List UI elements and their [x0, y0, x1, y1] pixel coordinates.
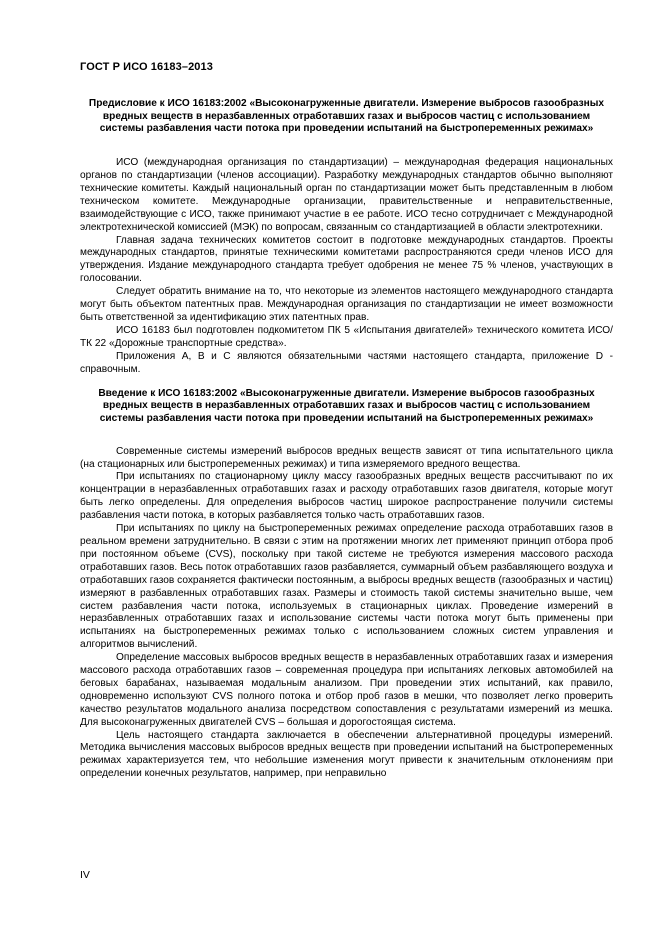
standard-id: ГОСТ Р ИСО 16183–2013 [80, 61, 213, 73]
introduction-title: Введение к ИСО 16183:2002 «Высоконагруженные двигатели. Измерение выбросов газообразных вредных веществ в неразбавленных отработавших газах и выбросов частиц с использованием системы разбавления части потока при проведении испытаний на быстропеременных режимах» [98, 387, 595, 424]
preface-paragraph: ИСО 16183 был подготовлен подкомитетом ПК 5 «Испытания двигателей» технического комитета ИСО/ТК 22 «Дорожные транспортные средства». [80, 324, 613, 349]
preface-paragraph: ИСО (международная организация по стандартизации) – международная федерация национальных органов по стандартизации (членов ассоциации). Разработку международных стандартов обычно выполняют технические комитеты. Каждый национальный орган по стандартизации может быть представленным в любом техническом комитете. Международные организации, правительственные и неправительственные, взаимодействующие с ИСО, также принимают участие в ее работе. ИСО тесно сотрудничает с Международной электротехнической комиссией (МЭК) по вопросам, связанным со стандартизацией в области электротехники. [80, 157, 613, 233]
preface-paragraph: Следует обратить внимание на то, что некоторые из элементов настоящего международного стандарта могут быть объектом патентных прав. Международная организация по стандартизации не имеет возможности быть ответственной за идентификацию этих патентных прав. [80, 286, 613, 323]
introduction-paragraph: Цель настоящего стандарта заключается в обеспечении альтернативной процедуры измерений. Методика вычисления массовых выбросов вредных веществ при проведении испытаний на быстропеременных режимах характеризуется тем, что небольшие изменения могут привести к значительным отклонениям при определении конечных результатов, например, при неправильно [80, 729, 613, 780]
document-header [80, 61, 213, 73]
introduction-paragraph: При испытаниях по циклу на быстропеременных режимах определение расхода отработавших газов в реальном времени затруднительно. В связи с этим на протяжении многих лет применяют принцип отбора проб при постоянном объеме (CVS), поскольку при такой системе не требуются измерения массового расхода отработавших газов. Весь поток отработавших газов разбавляется, суммарный объем разбавляющего воздуха и отработавших газов сохраняется фактически постоянным, а выбросы вредных веществ (газообразных и частиц) измеряют в разбавленных отработавших газах. Размеры и стоимость такой системы значительно выше, чем систем разбавления части потока, используемых в стационарных циклах. Проведение измерений в неразбавленных отработавших газах и использование системы части потока могут быть применены при испытаниях на быстропеременных режимах только с использованием сложных систем управления и алгоритмов вычислений. [80, 523, 613, 651]
introduction-paragraph: Определение массовых выбросов вредных веществ в неразбавленных отработавших газах и измерения массового расхода отработавших газов – современная процедура при испытаниях легковых автомобилей на беговых барабанах, называемая модальным анализом. При проведении этих испытаний, как правило, одновременно используют CVS полного потока и отбор проб газов в мешки, что позволяет легко проверить качество результатов модального анализа посредством сопоставления с результатами измерений из мешка. Для высоконагруженных двигателей CVS – большая и дорогостоящая система. [80, 652, 613, 728]
introduction-paragraph: Современные системы измерений выбросов вредных веществ зависят от типа испытательного цикла (на стационарных или быстропеременных режимах) и типа измеряемого вредного вещества. [80, 445, 613, 470]
preface-paragraph: Приложения A, B и C являются обязательными частями настоящего стандарта, приложение D - справочным. [80, 350, 613, 375]
preface-paragraph: Главная задача технических комитетов состоит в подготовке международных стандартов. Проекты международных стандартов, принятые техническими комитетами распространяются среди членов ИСО для утверждения. Издание международного стандарта требует одобрения не менее 75 % членов, участвующих в голосовании. [80, 234, 613, 285]
introduction-paragraph: При испытаниях по стационарному циклу массу газообразных вредных веществ рассчитывают по их концентрации в неразбавленных отработавших газах и расходу отработавших газов двигателя, которые могут быть легко определены. Для определения выбросов частиц широкое распространение получили системы разбавления части потока, в которых разбавляется только часть отработавших газов. [80, 471, 613, 522]
page-number: IV [80, 869, 90, 881]
preface-title: Предисловие к ИСО 16183:2002 «Высоконагруженные двигатели. Измерение выбросов газообразных вредных веществ в неразбавленных отработавших газах и выбросов частиц с использованием системы разбавления части потока при проведении испытаний на быстропеременных режимах» [88, 98, 605, 135]
page-content [80, 98, 613, 781]
